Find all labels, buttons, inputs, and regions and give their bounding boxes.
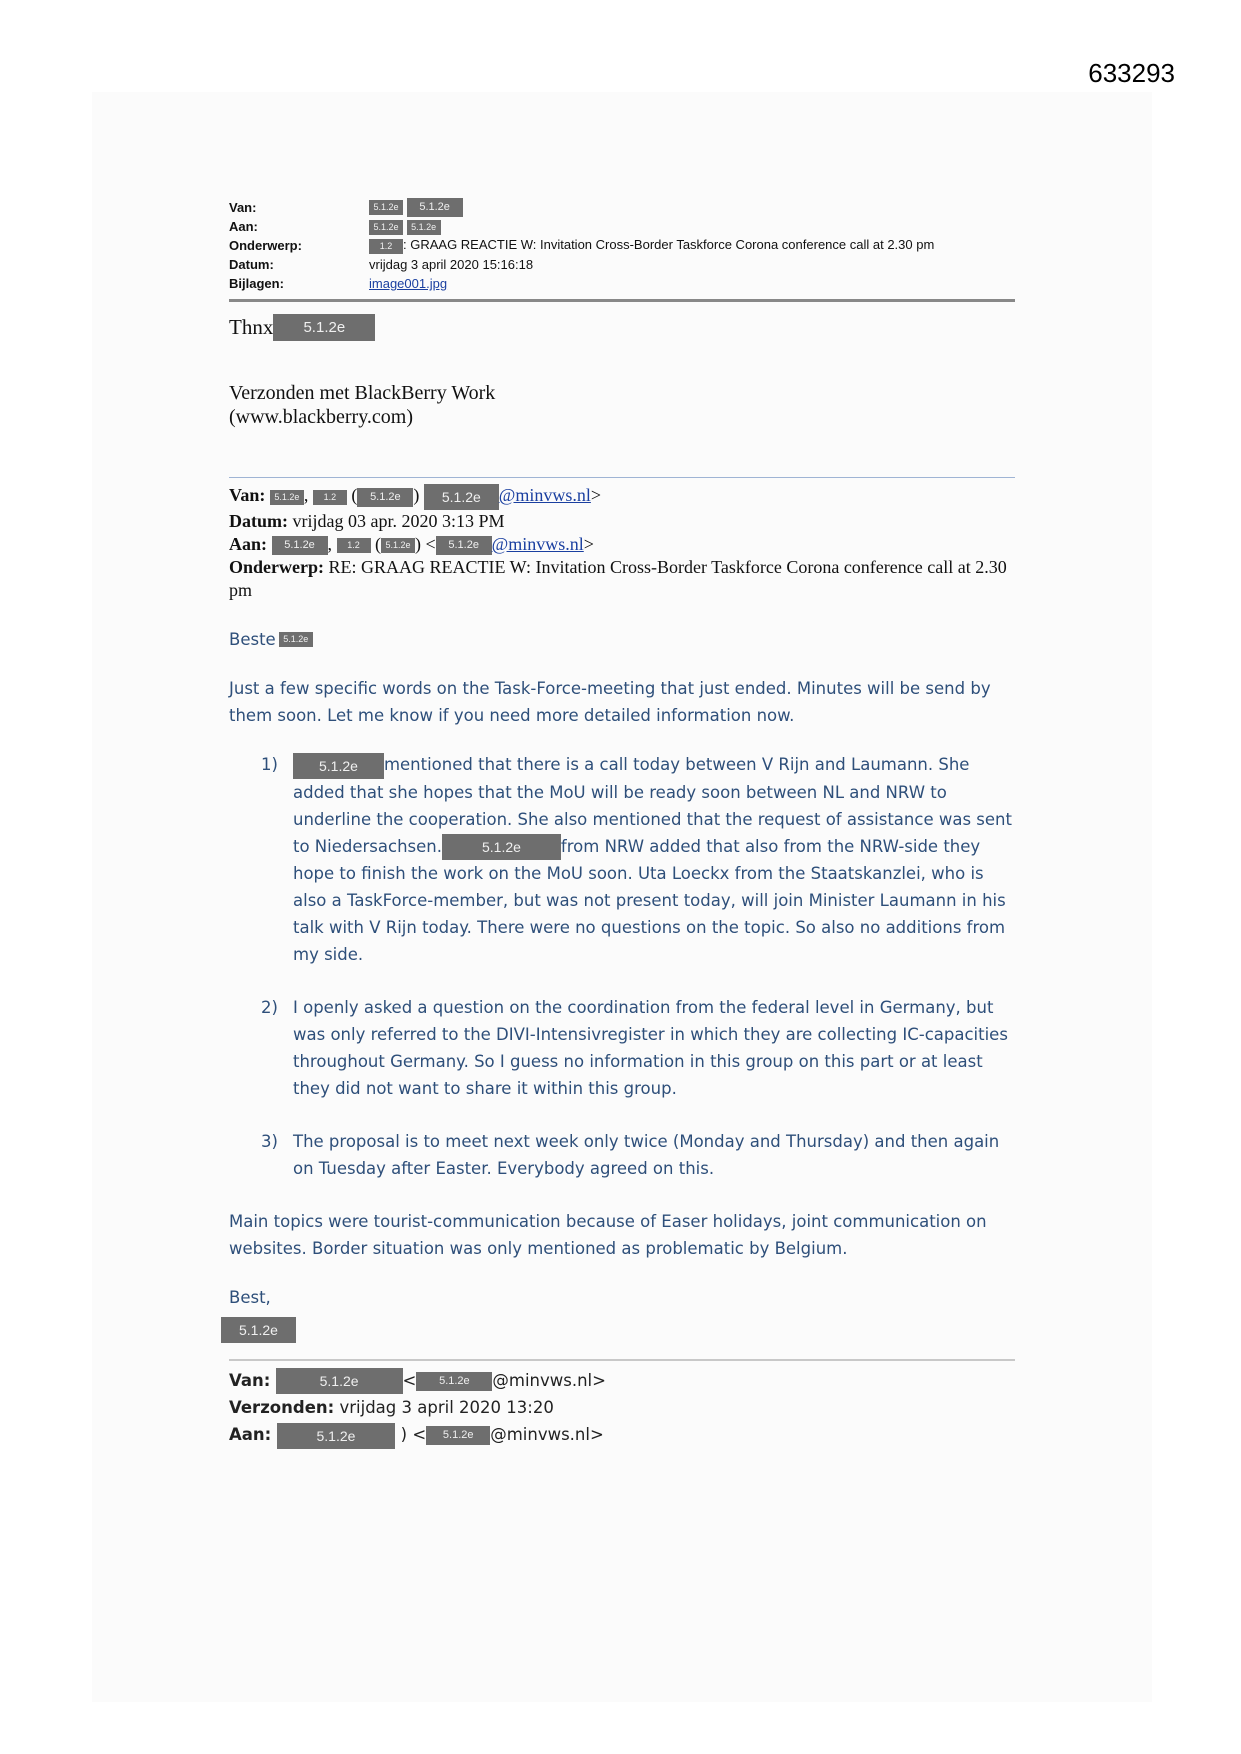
attachment-link[interactable]: image001.jpg: [369, 276, 448, 291]
redaction-block: 5.1.2e: [272, 536, 328, 555]
header-divider: [229, 299, 1015, 302]
redaction-block: 5.1.2e: [426, 1426, 490, 1445]
fwd-subject-label: Onderwerp:: [229, 557, 324, 577]
orig-to-domain: @minvws.nl>: [490, 1425, 604, 1444]
redaction-block: 5.1.2e: [270, 490, 304, 505]
fwd-to-row: Aan: 5.1.2e , 1.2 ( 5.1.2e ) < 5.1.2e @minvws.nl>: [229, 534, 594, 554]
list-item-number: 2): [261, 998, 278, 1017]
original-header: [229, 1367, 1019, 1449]
header-subject-row: [229, 236, 1019, 255]
orig-from-domain: @minvws.nl>: [492, 1370, 606, 1390]
fwd-date-label: Datum:: [229, 511, 288, 531]
forwarded-header: [229, 484, 1019, 602]
sent-with-line-1: Verzonden met BlackBerry Work: [229, 382, 496, 404]
redaction-block: 1.2: [337, 538, 371, 553]
redaction-block: 5.1.2e: [424, 484, 499, 510]
orig-sent-label: Verzonden:: [229, 1398, 335, 1417]
numbered-list: [261, 751, 1019, 1182]
orig-sent-value: vrijdag 3 april 2020 13:20: [339, 1398, 554, 1417]
header-attachments-row: [229, 274, 1019, 293]
orig-from-label: Van:: [229, 1370, 271, 1390]
fwd-from-row: Van: 5.1.2e , 1.2 ( 5.1.2e ) 5.1.2e @minvws.nl>: [229, 484, 1019, 510]
document-page-number: 633293: [1088, 58, 1175, 88]
header-from-row: [229, 198, 1019, 217]
date-label: Datum:: [229, 257, 274, 272]
redaction-block: 5.1.2e: [276, 1368, 403, 1394]
subject-value: [369, 237, 934, 253]
redaction-block: 5.1.2e: [407, 220, 441, 235]
thanks-text: Thnx: [229, 315, 274, 339]
intro-paragraph: Just a few specific words on the Task-Force-meeting that just ended. Minutes will be send by them soon. Let me know if you need more detailed information now.: [229, 679, 991, 725]
redaction-block: 5.1.2e: [273, 314, 375, 341]
signature-name: [229, 1315, 1019, 1343]
header-date-row: [229, 255, 1019, 274]
redaction-block: 5.1.2e: [407, 198, 463, 217]
fwd-date-row: [229, 510, 1019, 533]
to-value: [369, 218, 441, 234]
reply-thanks: [229, 314, 1019, 341]
fwd-from-label: Van:: [229, 485, 266, 506]
original-divider: [229, 1359, 1015, 1361]
redaction-block: 1.2: [313, 490, 347, 505]
redaction-block: 5.1.2e: [381, 538, 415, 553]
list-item: [261, 1128, 1019, 1182]
greeting-text: Beste: [229, 630, 276, 649]
sign-off: Best,: [229, 1288, 271, 1307]
fwd-subject-value: RE: GRAAG REACTIE W: Invitation Cross-Border Taskforce Corona conference call at 2.30 pm: [229, 557, 1007, 600]
sent-with-signature: [229, 381, 1019, 429]
redaction-block: 5.1.2e: [277, 1423, 396, 1449]
attachments-label: Bijlagen:: [229, 276, 284, 291]
item-1-part-2: from NRW added that also from the NRW-side they hope to finish the work on the MoU soon. Uta Loeckx from the Staatskanzlei, who is also a TaskForce-member, but was not present today, will join Minister Laumann in his talk with V Rijn today. There were no questions on the topic. So also no additions from my side.: [293, 836, 1006, 964]
item-1-part-1: mentioned that there is a call today between V Rijn and Laumann. She added that she hopes that the MoU will be ready soon between NL and NRW to underline the cooperation. She also mentioned that the request of assistance was sent to Niedersachsen.: [293, 755, 1012, 856]
email-header: [229, 198, 1019, 293]
from-value: [369, 198, 463, 217]
redaction-block: 5.1.2e: [221, 1317, 296, 1343]
fwd-from-email-domain[interactable]: @minvws.nl: [498, 485, 591, 506]
redaction-block: 1.2: [369, 239, 403, 254]
redaction-block: 5.1.2e: [369, 220, 403, 235]
orig-to-row: Aan: 5.1.2e ) < 5.1.2e @minvws.nl>: [229, 1421, 1019, 1449]
sent-with-line-2: (www.blackberry.com): [229, 406, 413, 428]
subject-label: Onderwerp:: [229, 238, 302, 253]
list-item-text: [293, 751, 1019, 968]
orig-sent-row: [229, 1394, 1019, 1421]
attachments-value: [369, 276, 447, 291]
redaction-block: 5.1.2e: [357, 488, 413, 507]
redaction-block: 5.1.2e: [293, 753, 384, 779]
orig-from-row: Van: 5.1.2e < 5.1.2e @minvws.nl>: [229, 1367, 1019, 1395]
fwd-to-label: Aan:: [229, 534, 268, 554]
list-item: [261, 751, 1019, 968]
header-to-row: [229, 217, 1019, 236]
list-item-text: The proposal is to meet next week only twice (Monday and Thursday) and then again on Tuesday after Easter. Everybody agreed on this.: [293, 1132, 1000, 1178]
redaction-block: 5.1.2e: [436, 536, 492, 555]
forward-divider: [229, 477, 1015, 478]
fwd-date-value: vrijdag 03 apr. 2020 3:13 PM: [292, 511, 505, 531]
fwd-to-email-domain[interactable]: @minvws.nl: [491, 534, 584, 554]
from-label: Van:: [229, 200, 257, 215]
email-document: [229, 198, 1019, 1449]
orig-to-label: Aan:: [229, 1425, 272, 1444]
date-value: vrijdag 3 april 2020 15:16:18: [369, 257, 534, 272]
redaction-block: 5.1.2e: [442, 834, 561, 860]
subject-text: : GRAAG REACTIE W: Invitation Cross-Border Taskforce Corona conference call at 2.30 pm: [403, 237, 935, 253]
list-item-text: I openly asked a question on the coordination from the federal level in Germany, but was only referred to the DIVI-Intensivregister in which they are collecting IC-capacities throughout Germany. So I guess no information in this group on this part or at least they did not want to share it within this group.: [293, 998, 1008, 1098]
to-label: Aan:: [229, 219, 258, 234]
greeting: [229, 626, 1019, 653]
redaction-block: 5.1.2e: [369, 200, 403, 215]
fwd-subject-row: [229, 556, 1019, 602]
forwarded-body: [229, 626, 1019, 1343]
list-item-number: 3): [261, 1132, 278, 1151]
list-item: [261, 994, 1019, 1102]
redaction-block: 5.1.2e: [279, 632, 313, 647]
list-item-number: 1): [261, 755, 278, 774]
redaction-block: 5.1.2e: [416, 1372, 492, 1391]
closing-paragraph: Main topics were tourist-communication because of Easer holidays, joint communication on websites. Border situation was only mentioned as problematic by Belgium.: [229, 1212, 987, 1258]
